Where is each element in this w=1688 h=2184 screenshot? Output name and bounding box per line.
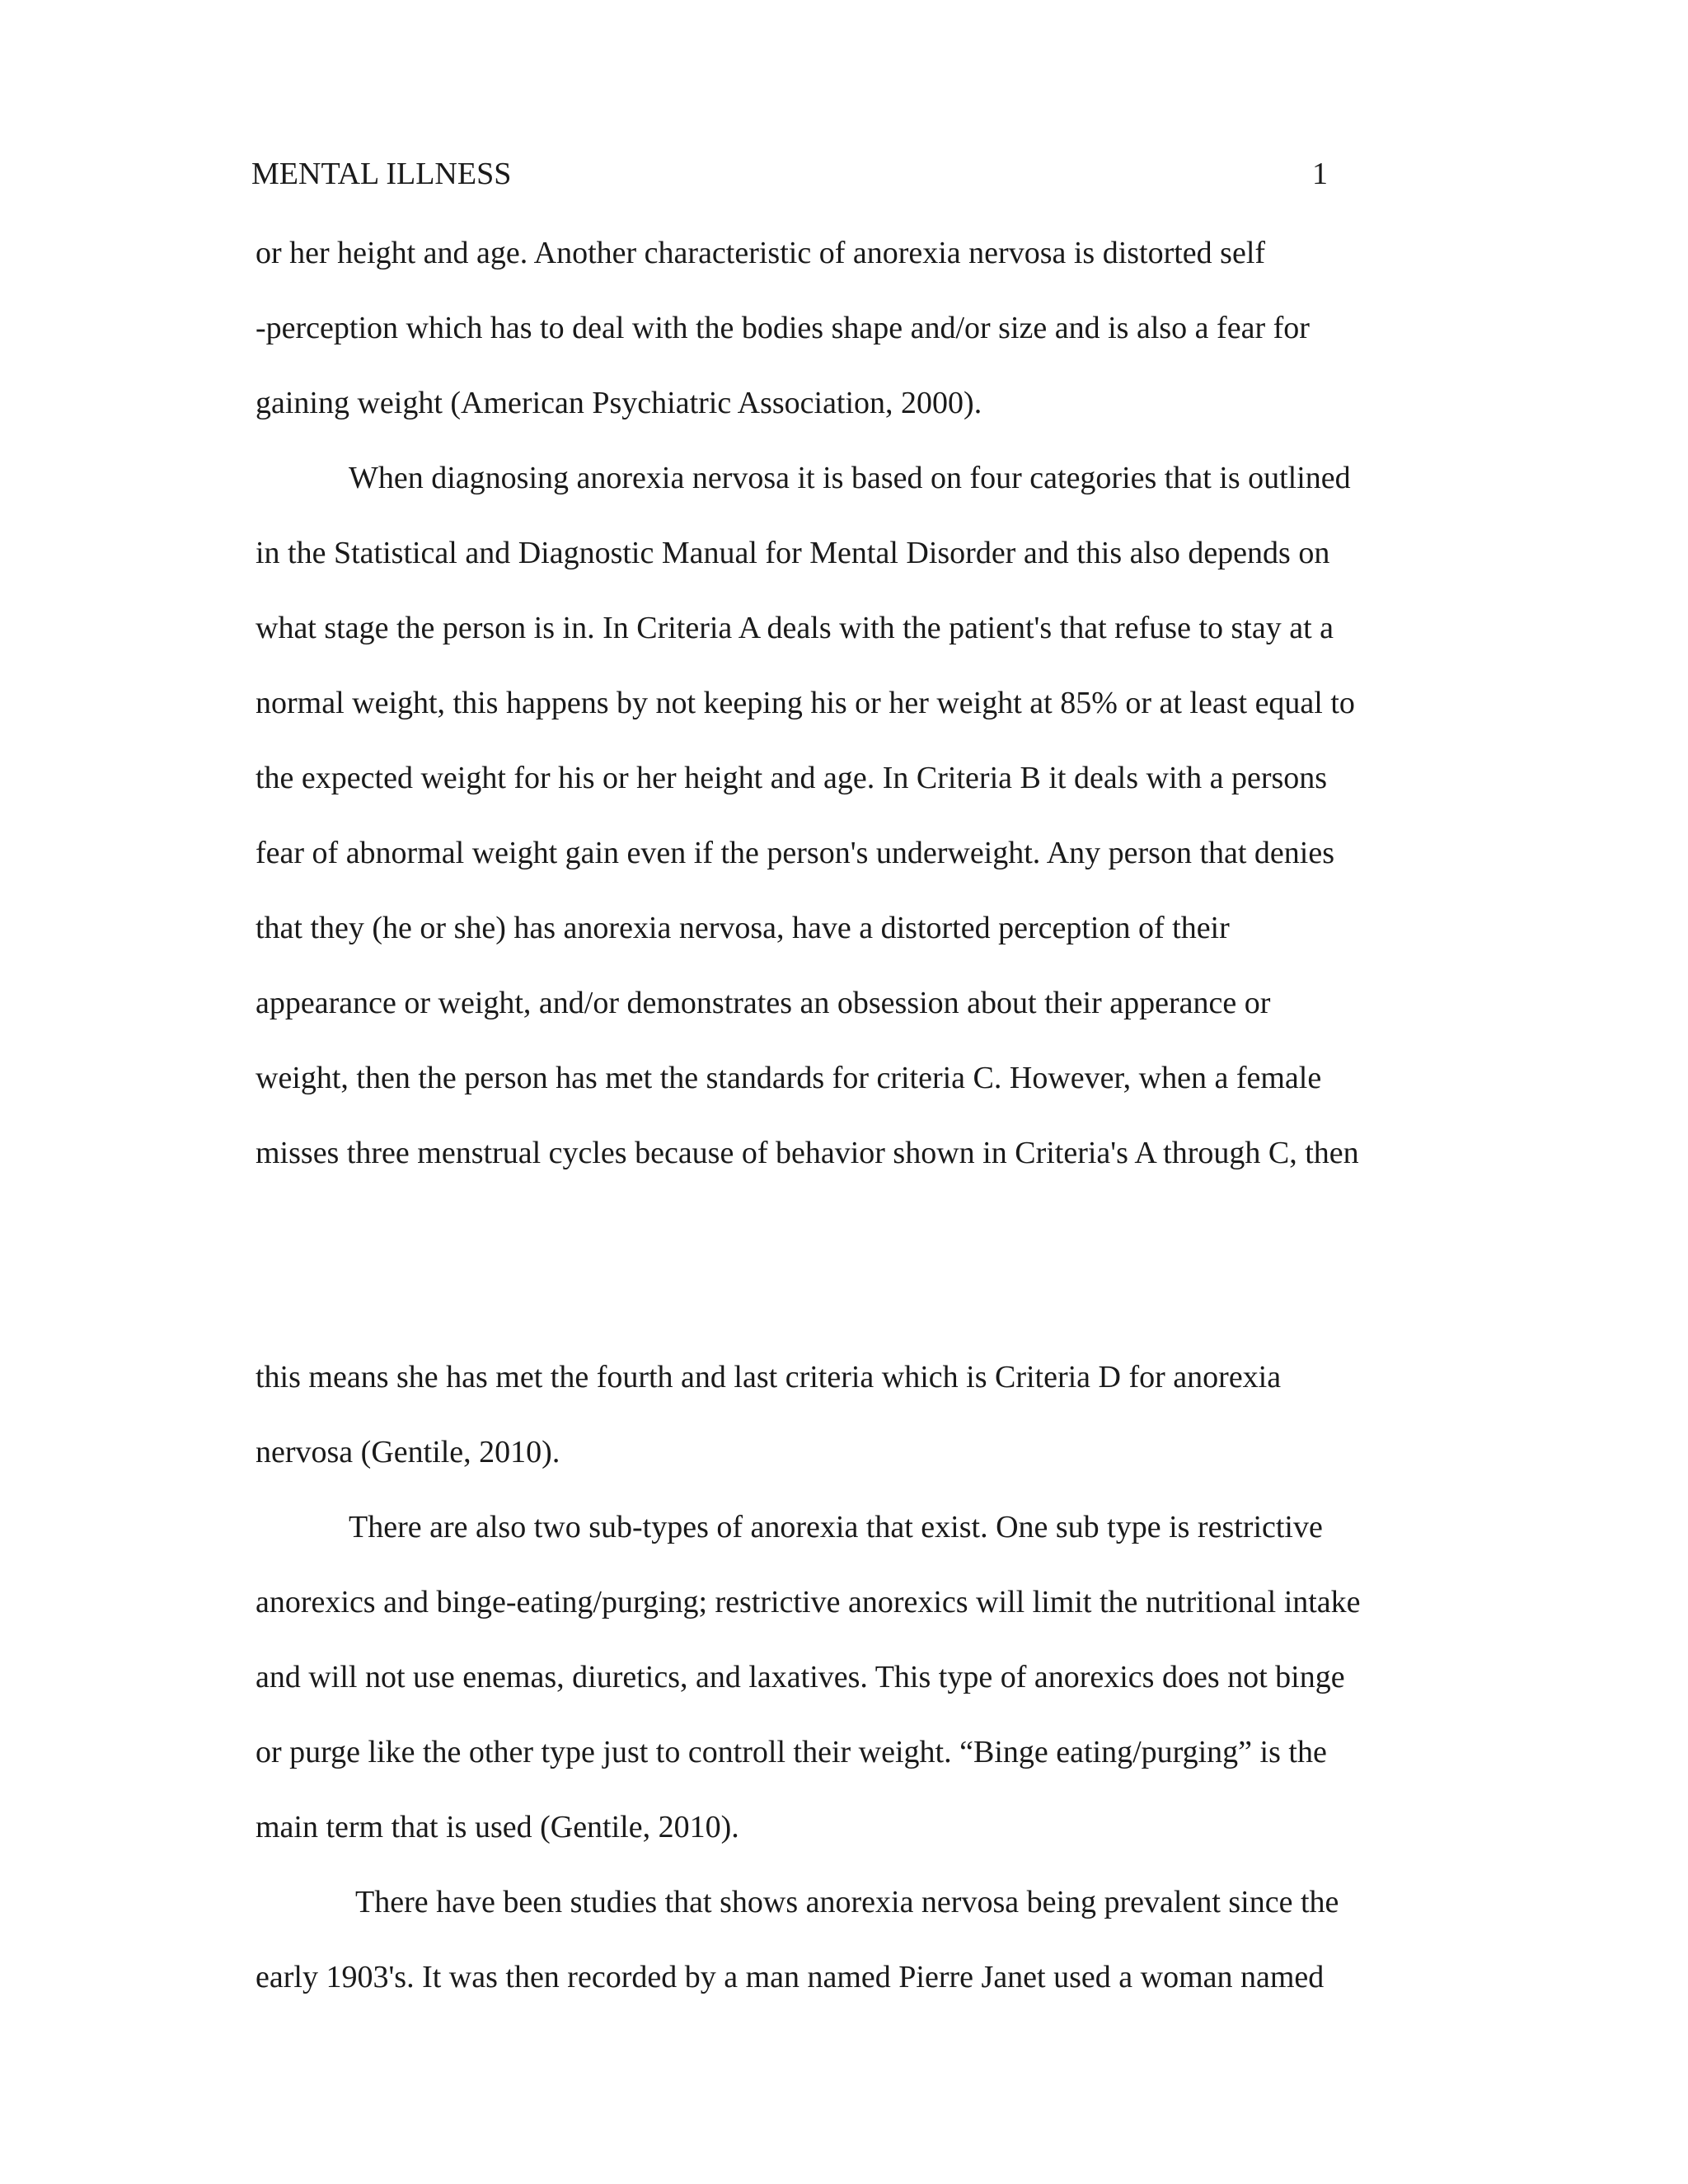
running-head: MENTAL ILLNESS (251, 157, 512, 191)
body-line: or purge like the other type just to controll their weight. “Binge eating/purging” is the (256, 1735, 1327, 1769)
body-line: weight, then the person has met the standards for criteria C. However, when a female (256, 1061, 1322, 1095)
body-line: what stage the person is in. In Criteria A deals with the patient's that refuse to stay at a (256, 611, 1334, 645)
body-line: early 1903's. It was then recorded by a man named Pierre Janet used a woman named (256, 1960, 1325, 1994)
body-line: normal weight, this happens by not keeping his or her weight at 85% or at least equal to (256, 686, 1355, 720)
paragraph-start-line: There are also two sub-types of anorexia that exist. One sub type is restrictive (349, 1510, 1323, 1544)
body-line: gaining weight (American Psychiatric Association, 2000). (256, 386, 982, 420)
paragraph-start-line: When diagnosing anorexia nervosa it is based on four categories that is outlined (349, 461, 1351, 495)
body-line: main term that is used (Gentile, 2010). (256, 1810, 739, 1844)
body-line: appearance or weight, and/or demonstrates an obsession about their apperance or (256, 986, 1271, 1020)
page-number: 1 (1312, 157, 1328, 191)
body-line: fear of abnormal weight gain even if the person's underweight. Any person that denies (256, 836, 1335, 870)
body-line: that they (he or she) has anorexia nervosa, have a distorted perception of their (256, 911, 1230, 945)
body-line: -perception which has to deal with the bodies shape and/or size and is also a fear for (256, 311, 1310, 345)
paragraph-start-line: There have been studies that shows anorexia nervosa being prevalent since the (355, 1885, 1339, 1919)
body-line: and will not use enemas, diuretics, and laxatives. This type of anorexics does not binge (256, 1660, 1345, 1694)
body-line: this means she has met the fourth and last criteria which is Criteria D for anorexia (256, 1360, 1282, 1394)
body-line: anorexics and binge-eating/purging; restrictive anorexics will limit the nutritional intake (256, 1585, 1361, 1619)
body-line: the expected weight for his or her height and age. In Criteria B it deals with a persons (256, 761, 1328, 795)
body-line: nervosa (Gentile, 2010). (256, 1435, 560, 1469)
body-line: misses three menstrual cycles because of behavior shown in Criteria's A through C, then (256, 1136, 1359, 1170)
body-line: in the Statistical and Diagnostic Manual for Mental Disorder and this also depends on (256, 536, 1330, 570)
body-line: or her height and age. Another characteristic of anorexia nervosa is distorted self (256, 236, 1266, 270)
